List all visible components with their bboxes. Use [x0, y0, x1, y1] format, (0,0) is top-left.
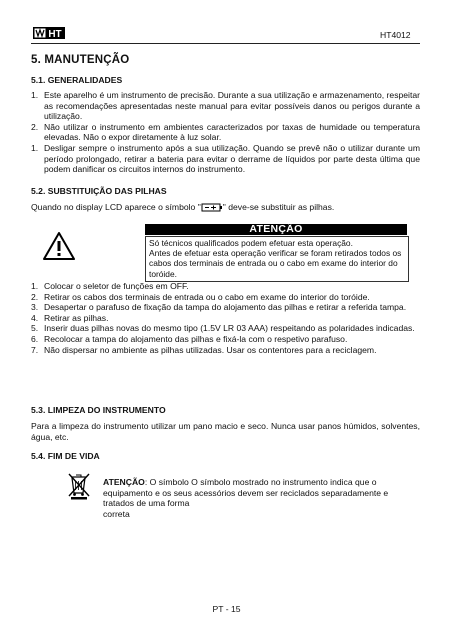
item-number: 5. — [31, 323, 39, 334]
battery-symbol-icon — [201, 203, 223, 212]
heading-5-2: 5.2. SUBSTITUIÇÃO DAS PILHAS — [31, 186, 167, 196]
list-item — [31, 313, 420, 324]
item-text: Desligar sempre o instrumento após a sua utilização. Quando se prevê não o utilizar durante um período prolongado, retirar a bateria para evitar o derrame de líquidos por parte desta última que podem danificar os circuitos internos do instrumento. — [44, 142, 420, 175]
item-text: Retirar as pilhas. — [44, 312, 109, 323]
crossed-bin-icon — [66, 470, 92, 500]
item-number: 1. — [31, 142, 39, 153]
item-number: 6. — [31, 333, 39, 344]
list-item — [31, 281, 420, 292]
list-item — [31, 302, 420, 313]
list-item — [31, 334, 420, 345]
ht-logo — [33, 26, 65, 40]
item-number: 3. — [31, 302, 39, 313]
item-text: Desapertar o parafuso de fixação da tampa do alojamento das pilhas e retirar a referida tampa. — [44, 302, 407, 313]
list-item — [31, 323, 420, 334]
section-title: 5. MANUTENÇÃO — [31, 54, 130, 66]
brand-text: HT — [48, 29, 62, 40]
item-text: Recolocar a tampa do alojamento das pilhas e fixá-la com o respetivo parafuso. — [44, 333, 348, 344]
list-item — [31, 90, 420, 122]
attention-title: ATENÇÃO — [145, 224, 407, 235]
eol-attention-label: ATENÇÃO — [103, 477, 145, 487]
heading-5-1: 5.1. GENERALIDADES — [31, 75, 123, 85]
cleaning-text: Para a limpeza do instrumento utilizar um pano macio e seco. Nunca usar panos húmidos, solventes, água, etc. — [31, 421, 420, 442]
model-name: HT4012 — [380, 30, 411, 40]
intro-after: " deve-se substituir as pilhas. — [222, 202, 335, 212]
page-number: PT - 15 — [212, 604, 241, 614]
item-text: Inserir duas pilhas novas do mesmo tipo (1.5V LR 03 AAA) respeitando as polaridades indicadas. — [44, 323, 415, 334]
item-number: 4. — [31, 312, 39, 323]
list-item — [31, 292, 420, 303]
end-of-life-text — [103, 477, 415, 519]
battery-intro — [31, 202, 420, 213]
attention-line-1: Só técnicos qualificados podem efetuar esta operação. — [149, 238, 353, 248]
eol-body: : O símbolo O símbolo mostrado no instrumento indica que o equipamento e os seus acessórios devem ser reciclados separadamente e tratados de uma forma — [103, 477, 389, 509]
warning-triangle-icon — [42, 231, 76, 261]
eol-body-last: correta — [103, 508, 130, 519]
generalidades-list — [31, 90, 420, 175]
item-number: 2. — [31, 121, 39, 132]
item-number: 2. — [31, 291, 39, 302]
list-item — [31, 345, 420, 356]
item-text: Colocar o seletor de funções em OFF. — [44, 281, 189, 291]
header-rule — [31, 43, 420, 44]
heading-5-3: 5.3. LIMPEZA DO INSTRUMENTO — [31, 405, 166, 415]
list-item — [31, 122, 420, 143]
item-number: 1. — [31, 281, 39, 291]
attention-line-2: Antes de efetuar esta operação verificar se foram retirados todos os cabos dos terminais de entrada ou o cabo em exame do interior do toróide. — [149, 248, 402, 279]
item-number: 7. — [31, 344, 39, 355]
item-text: Não dispersar no ambiente as pilhas utilizadas. Usar os contentores para a reciclagem. — [44, 344, 377, 355]
heading-5-4: 5.4. FIM DE VIDA — [31, 451, 100, 461]
intro-before: Quando no display LCD aparece o símbolo " — [31, 202, 201, 212]
attention-box — [145, 236, 409, 282]
item-text: Retirar os cabos dos terminais de entrada ou o cabo em exame do interior do toróide. — [44, 291, 370, 302]
item-number: 1. — [31, 90, 39, 100]
replacement-steps — [31, 281, 420, 355]
item-text: Este aparelho é um instrumento de precisão. Durante a sua utilização e armazenamento, respeitar as recomendações apresentadas neste manual para evitar possíveis danos ou perigos durante a utilização. — [44, 90, 420, 122]
list-item — [31, 143, 420, 175]
item-text: Não utilizar o instrumento em ambientes caracterizados por taxas de humidade ou temperatura elevadas. Não o expor diretamente à luz solar. — [44, 121, 420, 143]
